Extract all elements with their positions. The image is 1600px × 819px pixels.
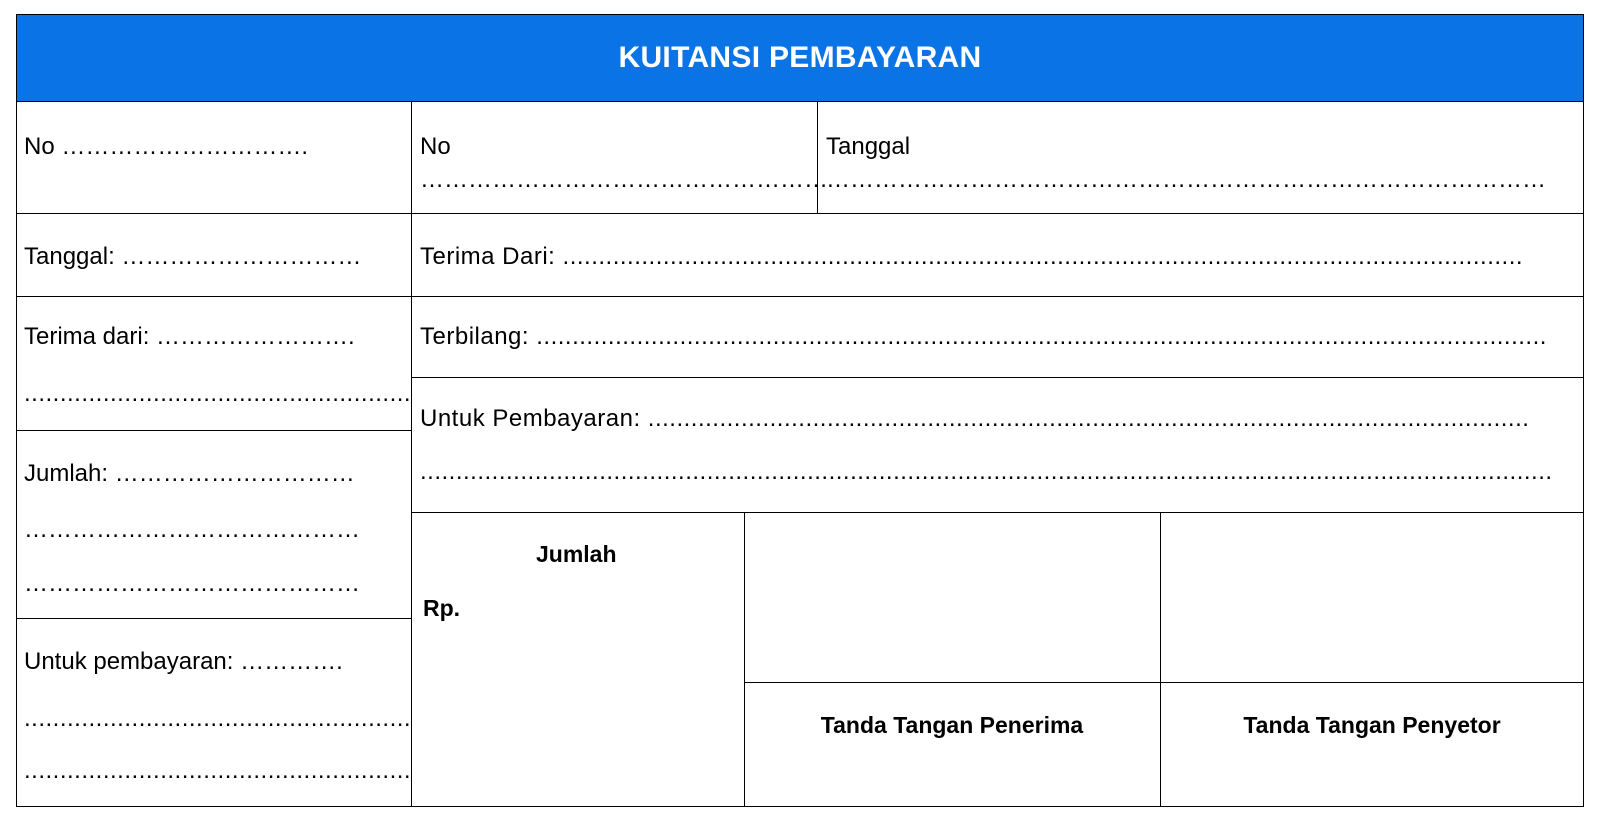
stub-untuk-pembayaran-field: Untuk pembayaran: ………….: [24, 648, 343, 675]
receipt-header: [16, 14, 1584, 102]
row-divider-1: [16, 213, 1584, 214]
row-divider-3: [411, 377, 1584, 378]
row-divider-4: [411, 512, 1584, 513]
main-untuk-pembayaran-field: Untuk Pembayaran: ...........................................................................................................................: [420, 405, 1530, 432]
main-tanggal-label: Tanggal: [826, 133, 911, 160]
jumlah-label: Jumlah: [536, 541, 617, 567]
stub-terima-dari-line: ......................................................: [24, 380, 412, 407]
no-tanggal-divider: [817, 101, 818, 214]
tanda-tangan-penyetor-label: Tanda Tangan Penyetor: [1243, 712, 1501, 738]
row-divider-2: [16, 296, 1584, 297]
stub-jumlah-field: Jumlah: …………………………: [24, 460, 355, 487]
sign-label-divider: [744, 682, 1584, 683]
receipt-title: KUITANSI PEMBAYARAN: [618, 41, 982, 74]
main-no-label: No: [420, 133, 451, 160]
stub-tanggal-field: Tanggal: …………………………: [24, 243, 362, 270]
main-terima-dari-field: Terima Dari: ......................................................................................................................................: [420, 243, 1524, 270]
stub-jumlah-line-3: ……………………………………: [24, 570, 360, 597]
tanda-tangan-penerima-label: Tanda Tangan Penerima: [820, 712, 1084, 738]
main-no-dots: ……………………………………………: [420, 166, 828, 193]
stub-untuk-pembayaran-line-3: ......................................................: [24, 757, 412, 784]
main-terbilang-field: Terbilang: .............................................................................................................................................: [420, 323, 1547, 350]
jumlah-sign-divider: [744, 512, 745, 807]
stub-untuk-pembayaran-line-2: ......................................................: [24, 705, 412, 732]
sign-columns-divider: [1160, 512, 1161, 807]
main-untuk-pembayaran-line-2: ..............................................................................................................................................................: [420, 458, 1553, 485]
rp-label: Rp.: [423, 595, 461, 621]
stub-jumlah-line-2: ……………………………………: [24, 516, 360, 543]
stub-divider-untuk: [16, 618, 412, 619]
stub-divider: [411, 101, 412, 807]
main-tanggal-dots: ………………………………………………………………………………: [826, 166, 1546, 193]
stub-terima-dari-field: Terima dari: …………………….: [24, 323, 355, 350]
stub-no-field: No ………………………….: [24, 133, 309, 160]
stub-divider-jumlah: [16, 430, 412, 431]
